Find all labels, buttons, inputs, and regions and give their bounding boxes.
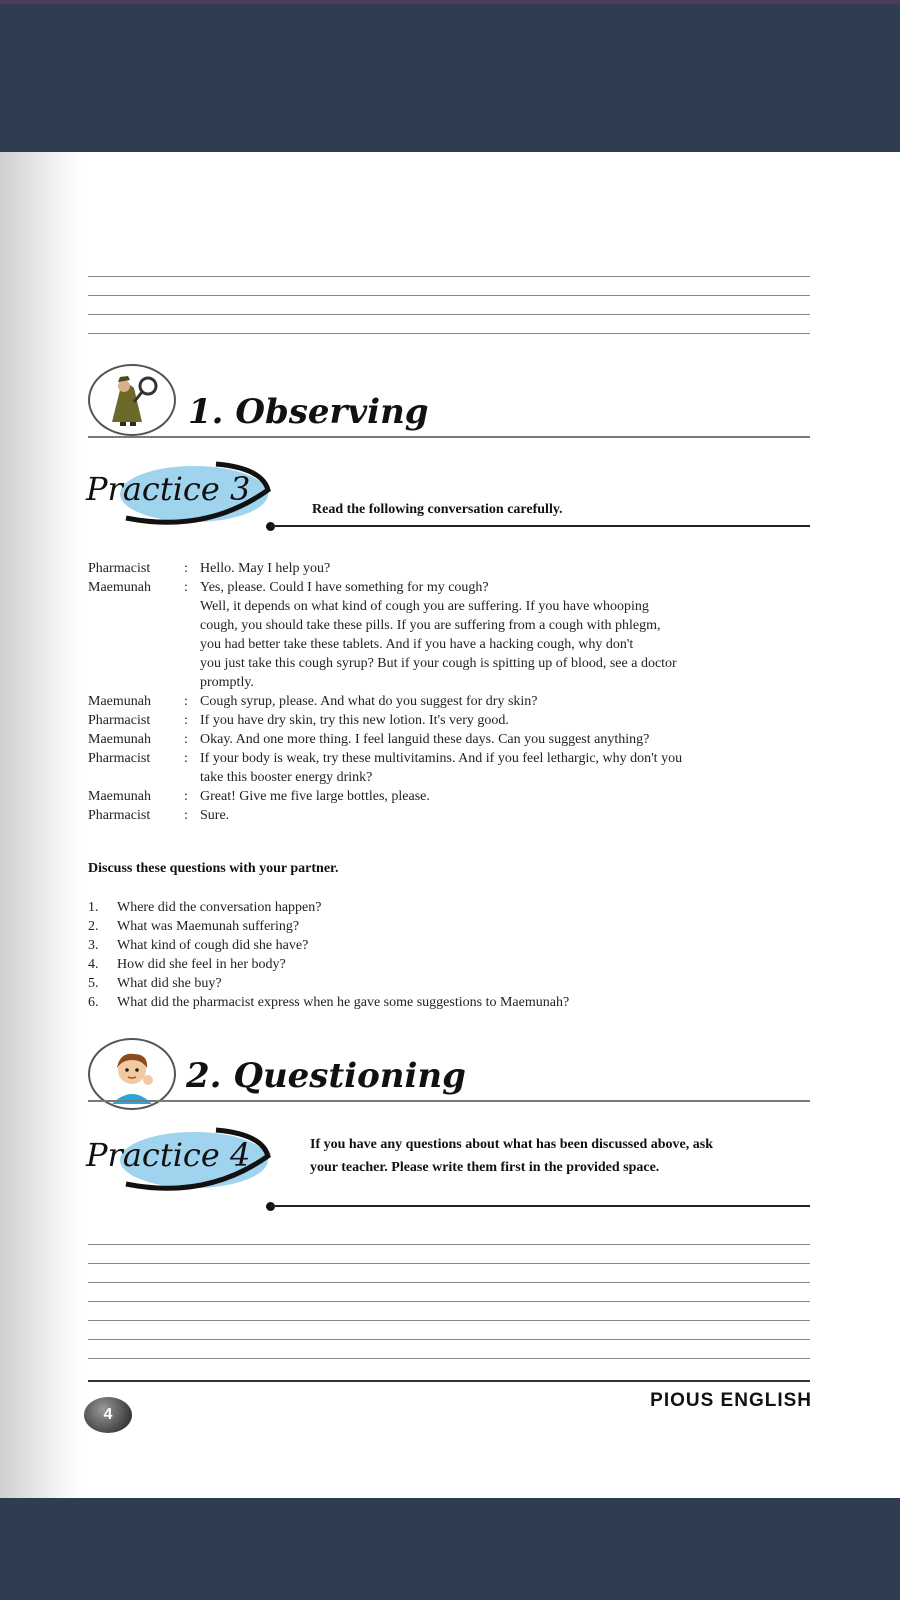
speaker-name: Pharmacist: [88, 751, 151, 766]
dialogue-line: [88, 787, 813, 806]
speaker-colon: [184, 654, 200, 673]
speaker-colon: :: [184, 561, 188, 576]
dialogue-text: you just take this cough syrup? But if your cough is spitting up of blood, see a doctor: [200, 656, 677, 671]
page-gutter-shadow: [0, 152, 82, 1498]
speaker-colon: :: [184, 694, 188, 709]
question-text: How did she feel in her body?: [117, 957, 286, 972]
answer-line[interactable]: [88, 1263, 810, 1264]
dialogue-text: Hello. May I help you?: [200, 561, 331, 576]
question-text: What did the pharmacist express when he gave some suggestions to Maemunah?: [117, 995, 570, 1010]
writing-line: [88, 333, 810, 334]
speaker-name: Pharmacist: [88, 713, 151, 728]
speaker-colon: :: [184, 808, 188, 823]
question-list: [88, 898, 569, 1012]
practice-3-label: Practice 3: [86, 470, 251, 508]
section-divider: [88, 1100, 810, 1102]
dialogue-line: [88, 711, 813, 730]
question-text: Where did the conversation happen?: [117, 900, 322, 915]
speaker-colon: :: [184, 732, 188, 747]
question-item: [88, 936, 569, 955]
dialogue-text: cough, you should take these pills. If you are suffering from a cough with phlegm,: [200, 618, 661, 633]
speaker-name: [88, 597, 184, 616]
dialogue-line: [88, 616, 813, 635]
dialogue-text: Yes, please. Could I have something for my cough?: [200, 580, 489, 595]
dialogue-text: Well, it depends on what kind of cough you are suffering. If you have whooping: [200, 599, 649, 614]
speaker-name: Maemunah: [88, 789, 151, 804]
section-divider: [88, 436, 810, 438]
dialogue-line: [88, 635, 813, 654]
dialogue-line: [88, 654, 813, 673]
instruction-underline: [270, 1205, 810, 1207]
conversation: [88, 559, 813, 825]
speaker-colon: :: [184, 789, 188, 804]
speaker-name: Maemunah: [88, 732, 151, 747]
question-number: 5.: [88, 976, 99, 991]
dialogue-text: you had better take these tablets. And if you have a hacking cough, why don't: [200, 637, 634, 652]
question-item: [88, 898, 569, 917]
question-number: 6.: [88, 995, 99, 1010]
speaker-name: [88, 616, 184, 635]
speaker-name: Maemunah: [88, 694, 151, 709]
question-number: 3.: [88, 938, 99, 953]
answer-line[interactable]: [88, 1320, 810, 1321]
answer-line[interactable]: [88, 1358, 810, 1359]
question-item: [88, 955, 569, 974]
practice-3-badge: [86, 460, 276, 530]
practice-4-instruction-line-1: If you have any questions about what has been discussed above, ask: [310, 1137, 713, 1152]
writing-line: [88, 314, 810, 315]
dialogue-line: [88, 578, 813, 597]
practice-4-instruction-line-2: your teacher. Please write them first in the provided space.: [310, 1160, 660, 1175]
question-text: What kind of cough did she have?: [117, 938, 309, 953]
dialogue-line: [88, 673, 813, 692]
question-text: What was Maemunah suffering?: [117, 919, 300, 934]
speaker-name: Pharmacist: [88, 561, 151, 576]
dialogue-line: [88, 768, 813, 787]
book-brand: PIOUS ENGLISH: [650, 1390, 812, 1411]
dialogue-line: [88, 806, 813, 825]
dialogue-line: [88, 692, 813, 711]
discuss-heading: Discuss these questions with your partner.: [88, 861, 339, 876]
question-number: 2.: [88, 919, 99, 934]
answer-line[interactable]: [88, 1244, 810, 1245]
question-number: 1.: [88, 900, 99, 915]
speaker-name: [88, 635, 184, 654]
dialogue-text: Great! Give me five large bottles, please.: [200, 789, 430, 804]
speaker-colon: [184, 635, 200, 654]
dialogue-text: promptly.: [200, 675, 254, 690]
speaker-colon: [184, 597, 200, 616]
writing-line: [88, 295, 810, 296]
speaker-name: [88, 654, 184, 673]
answer-line[interactable]: [88, 1301, 810, 1302]
dialogue-line: [88, 730, 813, 749]
dialogue-line: [88, 749, 813, 768]
speaker-name: [88, 768, 184, 787]
practice-4-label: Practice 4: [86, 1136, 251, 1174]
page-number-badge: 4: [84, 1397, 132, 1433]
question-text: What did she buy?: [117, 976, 222, 991]
dialogue-text: Sure.: [200, 808, 230, 823]
speaker-name: [88, 673, 184, 692]
dialogue-text: take this booster energy drink?: [200, 770, 373, 785]
question-number: 4.: [88, 957, 99, 972]
dialogue-line: [88, 597, 813, 616]
speaker-name: Maemunah: [88, 580, 151, 595]
dialogue-text: Okay. And one more thing. I feel languid these days. Can you suggest anything?: [200, 732, 650, 747]
answer-line[interactable]: [88, 1339, 810, 1340]
section-title-questioning: 2. Questioning: [186, 1056, 466, 1096]
speaker-colon: [184, 673, 200, 692]
speaker-colon: :: [184, 751, 188, 766]
dialogue-text: Cough syrup, please. And what do you suggest for dry skin?: [200, 694, 538, 709]
practice-4-badge: [86, 1126, 276, 1196]
app-top-bar: [0, 0, 900, 152]
question-item: [88, 917, 569, 936]
section-title-observing: 1. Observing: [188, 392, 429, 432]
practice-3-instruction: Read the following conversation carefully.: [312, 502, 563, 517]
writing-line: [88, 276, 810, 277]
speaker-colon: :: [184, 713, 188, 728]
speaker-colon: [184, 768, 200, 787]
speaker-name: Pharmacist: [88, 808, 151, 823]
instruction-underline: [270, 525, 810, 527]
speaker-colon: [184, 616, 200, 635]
detective-magnifier-icon: [88, 364, 176, 436]
dialogue-text: If you have dry skin, try this new lotion. It's very good.: [200, 713, 509, 728]
dialogue-text: If your body is weak, try these multivitamins. And if you feel lethargic, why don't you: [200, 751, 683, 766]
question-item: [88, 993, 569, 1012]
app-bottom-bar: [0, 1498, 900, 1600]
book-page[interactable]: [0, 152, 900, 1498]
speaker-colon: :: [184, 580, 188, 595]
question-item: [88, 974, 569, 993]
answer-line[interactable]: [88, 1282, 810, 1283]
footer-divider: [88, 1380, 810, 1382]
dialogue-line: [88, 559, 813, 578]
